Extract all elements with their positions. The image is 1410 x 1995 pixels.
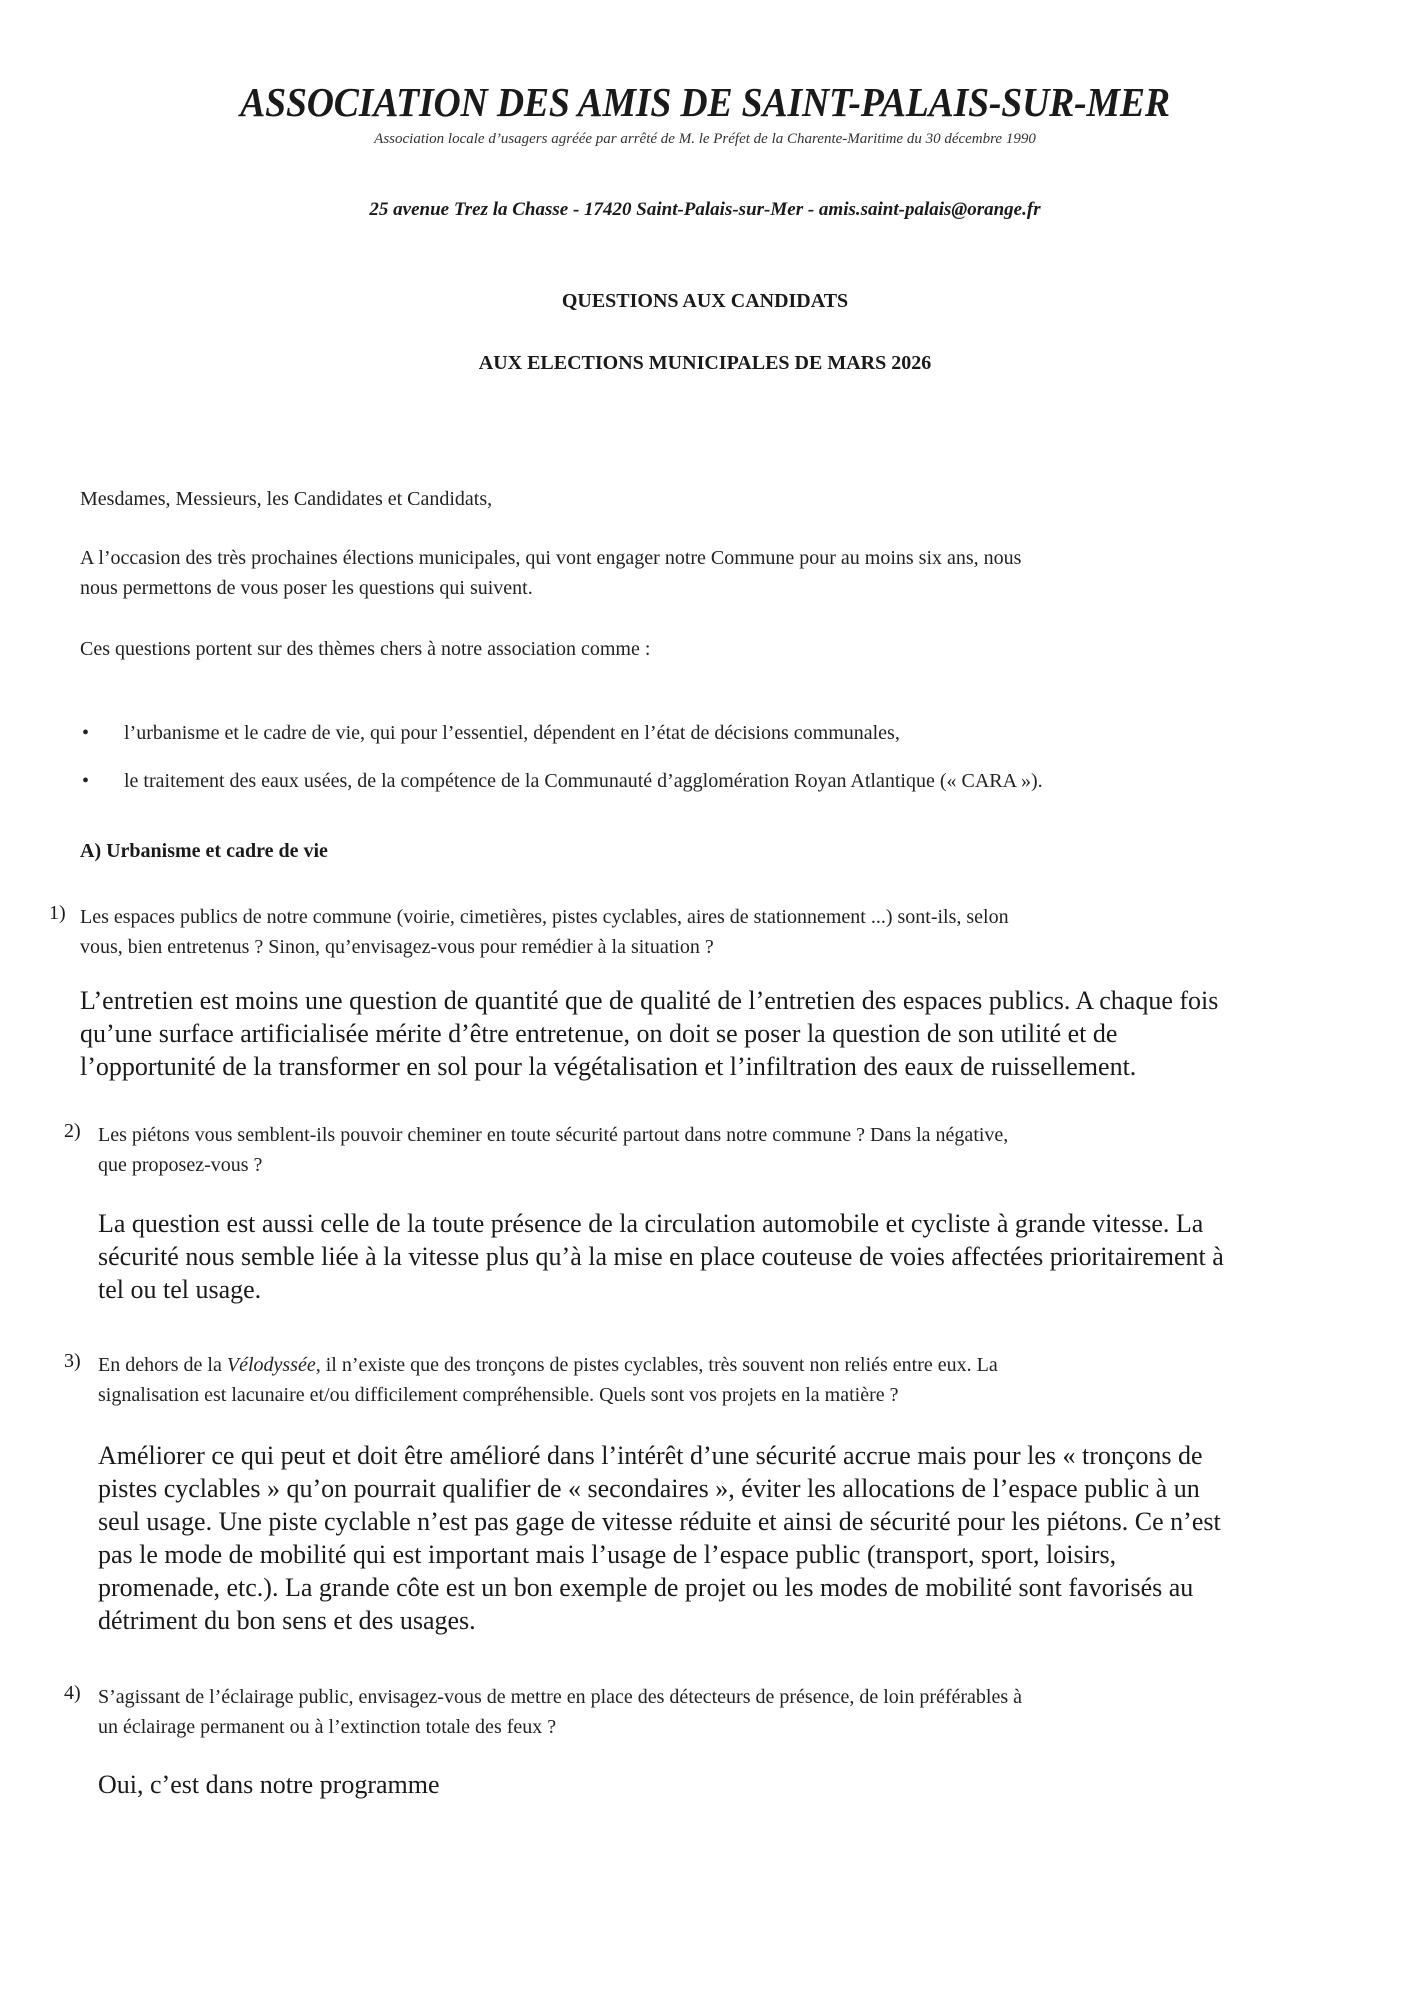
question-text-segment: En dehors de la [98,1354,227,1376]
answer-text-line: tel ou tel usage. [98,1275,262,1304]
velodyssee-name: Vélodyssée [226,1354,316,1376]
association-subtitle: Association locale d’usagers agréée par arrêté de M. le Préfet de la Charente-Maritime du 30 décembre 1990 [374,131,1036,147]
association-address: 25 avenue Trez la Chasse - 17420 Saint-Palais-sur-Mer - amis.saint-palais@orange.fr [369,199,1041,220]
bullet-icon: • [82,722,90,744]
document-heading-line2: AUX ELECTIONS MUNICIPALES DE MARS 2026 [478,352,932,374]
question-text-line: que proposez-vous ? [98,1154,263,1176]
question-number: 2) [64,1120,81,1142]
intro-paragraph-line1: A l’occasion des très prochaines élections municipales, qui vont engager notre Commune pour au moins six ans, nous [80,547,1022,569]
bullet-icon: • [82,770,90,792]
question-text-line: vous, bien entretenus ? Sinon, qu’envisagez-vous pour remédier à la situation ? [80,936,714,958]
theme-item: le traitement des eaux usées, de la compétence de la Communauté d’agglomération Royan Atlantique (« CARA »). [124,770,1043,792]
question-text-line: Les piétons vous semblent-ils pouvoir cheminer en toute sécurité partout dans notre commune ? Dans la négative, [98,1124,1009,1146]
answer-text-line: pas le mode de mobilité qui est important mais l’usage de l’espace public (transport, sport, loisirs, [98,1540,1117,1569]
answer-text-line: L’entretien est moins une question de quantité que de qualité de l’entretien des espaces publics. A chaque fois [80,986,1219,1015]
question-number: 4) [64,1682,81,1704]
answer-text-line: qu’une surface artificialisée mérite d’être entretenue, on doit se poser la question de son utilité et de [80,1019,1118,1048]
answer-text-line: seul usage. Une piste cyclable n’est pas gage de vitesse réduite et ainsi de sécurité pour les piétons. Ce n’est [98,1507,1221,1536]
question-text-line [98,1350,998,1380]
section-a-title: A) Urbanisme et cadre de vie [80,840,328,862]
question-number: 1) [49,902,66,924]
question-text-line: signalisation est lacunaire et/ou difficilement compréhensible. Quels sont vos projets en la matière ? [98,1384,899,1406]
salutation: Mesdames, Messieurs, les Candidates et Candidats, [80,488,493,510]
theme-item: l’urbanisme et le cadre de vie, qui pour l’essentiel, dépendent en l’état de décisions communales, [124,722,900,744]
question-text-line: un éclairage permanent ou à l’extinction totale des feux ? [98,1716,557,1738]
answer-text-line: promenade, etc.). La grande côte est un bon exemple de projet ou les modes de mobilité sont favorisés au [98,1573,1194,1602]
association-title: ASSOCIATION DES AMIS DE SAINT-PALAIS-SUR-MER [240,79,1170,125]
themes-intro: Ces questions portent sur des thèmes chers à notre association comme : [80,638,651,660]
answer-text-line: La question est aussi celle de la toute présence de la circulation automobile et cycliste à grande vitesse. La [98,1209,1204,1238]
answer-text-line: détriment du bon sens et des usages. [98,1606,476,1635]
answer-text-line: pistes cyclables » qu’on pourrait qualifier de « secondaires », éviter les allocations de l’espace public à un [98,1474,1200,1503]
answer-text-line: l’opportunité de la transformer en sol pour la végétalisation et l’infiltration des eaux de ruissellement. [80,1052,1137,1081]
answer-text-line: Améliorer ce qui peut et doit être amélioré dans l’intérêt d’une sécurité accrue mais pour les « tronçons de [98,1441,1203,1470]
question-text-segment: , il n’existe que des tronçons de pistes cyclables, très souvent non reliés entre eux. La [315,1354,998,1376]
question-text-line: Les espaces publics de notre commune (voirie, cimetières, pistes cyclables, aires de stationnement ...) sont-ils, selon [80,906,1009,928]
document-heading-line1: QUESTIONS AUX CANDIDATS [561,290,849,312]
question-number: 3) [64,1350,81,1372]
answer-text-line: sécurité nous semble liée à la vitesse plus qu’à la mise en place couteuse de voies affectées prioritairement à [98,1242,1224,1271]
answer-text-line: Oui, c’est dans notre programme [98,1770,440,1799]
question-text-line: S’agissant de l’éclairage public, envisagez-vous de mettre en place des détecteurs de présence, de loin préférables à [98,1686,1023,1708]
intro-paragraph-line2: nous permettons de vous poser les questions qui suivent. [80,577,533,599]
